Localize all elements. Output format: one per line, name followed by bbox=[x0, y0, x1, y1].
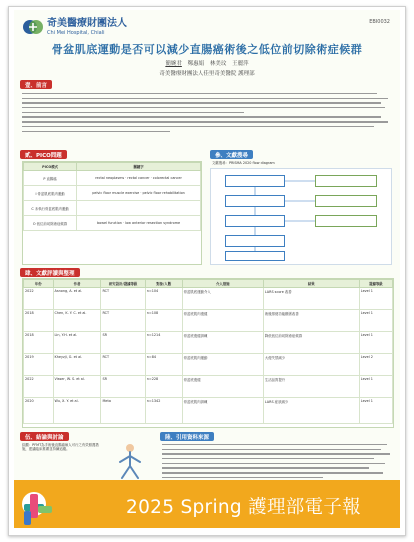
medical-cross-icon bbox=[14, 486, 70, 536]
poster-title: 骨盆肌底運動是否可以減少直腸癌術後之低位前切除術症候群 bbox=[51, 43, 363, 56]
section-appraisal-label: 肆、文獻評讀與整理 bbox=[20, 268, 80, 277]
table-row: 2018 Lin, Y.H. et al. SR n=1214 骨盆底復健訓練 降低低位前切除術症候群 Level 1 bbox=[24, 332, 393, 354]
poster-code: EBI0032 bbox=[369, 19, 390, 25]
table-row: C 未執行骨盆底肌肉運動 bbox=[24, 201, 201, 216]
hospital-logo bbox=[22, 14, 142, 40]
flow-arrows bbox=[211, 169, 391, 264]
table-row: 2022 Asnong, A. et al. RCT n=104 骨盆肌底運動介入 LARS score 改善 Level 1 bbox=[24, 288, 393, 310]
banner-label: 2025 Spring 護理部電子報 bbox=[126, 497, 361, 518]
table-row: P 直腸癌 rectal neoplasms · rectal cancer · colorectal cancer bbox=[24, 171, 201, 186]
conclusion-text: 綜觀：PFMT為手術後直腸癌病人可行之有效照護措施，建議臨床推廣並持續追蹤。 bbox=[22, 443, 99, 452]
table-row: I 骨盆肌底肌肉運動 pelvic floor muscle exercise · pelvic floor rehabilitation bbox=[24, 186, 201, 201]
section-pico-label: 貳、PICO問題 bbox=[20, 150, 67, 159]
search-flow-title: 文獻搜尋：PRISMA 2020 flow diagram bbox=[212, 161, 275, 165]
appraisal-table-box bbox=[22, 278, 394, 428]
logo-english: Chi Mei Hospital, Chiali bbox=[47, 29, 105, 36]
table-row: O 低位前切除術症候群 bowel function · low anterior resection syndrome bbox=[24, 216, 201, 231]
table-row: 2022 Visser, W. S. et al. SR n=228 骨盆底復健 生活品質提升 Level 1 bbox=[24, 376, 393, 398]
pico-table-box bbox=[22, 161, 202, 265]
pico-table bbox=[23, 162, 201, 231]
appraisal-table: 年份 作者 研究設計/證據等級 對象/人數 介入措施 結果 證據等級 2022 Asnong, A. et al. RCT n=104 骨盆肌底運動介入 LARS score 改善 Level 1 2018 Chen, K. Y. C. et al. RCT n=108 骨盆底肌肉復健 術後排便功能顯著改善 Level 1 2018 Lin, Y.H. et al. SR n=1214 骨盆底復健訓練 降低低位前切除術症候群 Level 1 2019 Kheyzji, G. et al. RCT n=84 骨盆底肌肉運動 大便失禁減少 Level 2 2022 Visser, W. S. et al. SR n=228 骨盆底復健 生活品質提升 Level 1 2020 Wu, X. Y. et al. Meta n=1342 骨盆底肌肉訓練 LARS 症狀減少 Level 1 bbox=[23, 279, 393, 424]
author: 林美玟 bbox=[209, 61, 227, 67]
affiliation: 奇美醫療財團法人佳里奇美醫院 護理部 bbox=[159, 71, 255, 77]
table-row: 2019 Kheyzji, G. et al. RCT n=84 骨盆底肌肉運動 大便失禁減少 Level 2 bbox=[24, 354, 393, 376]
author: 簡婉君 bbox=[165, 61, 182, 67]
author: 王麗萍 bbox=[232, 61, 249, 67]
author-list bbox=[14, 59, 400, 67]
research-poster bbox=[14, 10, 400, 480]
prisma-diagram bbox=[210, 168, 392, 265]
exercise-illustration bbox=[106, 440, 154, 480]
section-intro-label: 壹、前言 bbox=[20, 80, 52, 89]
table-row: 2018 Chen, K. Y. C. et al. RCT n=108 骨盆底肌肉復健 術後排便功能顯著改善 Level 1 bbox=[24, 310, 393, 332]
author: 鄭惠娟 bbox=[187, 61, 205, 67]
section-search-label: 參、文獻搜尋 bbox=[210, 150, 253, 159]
logo-name: 奇美醫療財團法人 bbox=[47, 17, 127, 29]
table-row: 2020 Wu, X. Y. et al. Meta n=1342 骨盆底肌肉訓練 LARS 症狀減少 Level 1 bbox=[24, 398, 393, 424]
reference-list bbox=[162, 444, 392, 480]
section-conclusion-label: 伍、結論與討論 bbox=[20, 432, 69, 441]
newsletter-banner bbox=[14, 480, 400, 528]
section-references-label: 陸、引用資料來源 bbox=[160, 432, 214, 441]
pico-header: PICO模式 bbox=[24, 163, 77, 171]
intro-text bbox=[22, 93, 392, 135]
pico-header: 關鍵字 bbox=[77, 163, 201, 171]
hospital-logo-icon bbox=[22, 17, 44, 37]
